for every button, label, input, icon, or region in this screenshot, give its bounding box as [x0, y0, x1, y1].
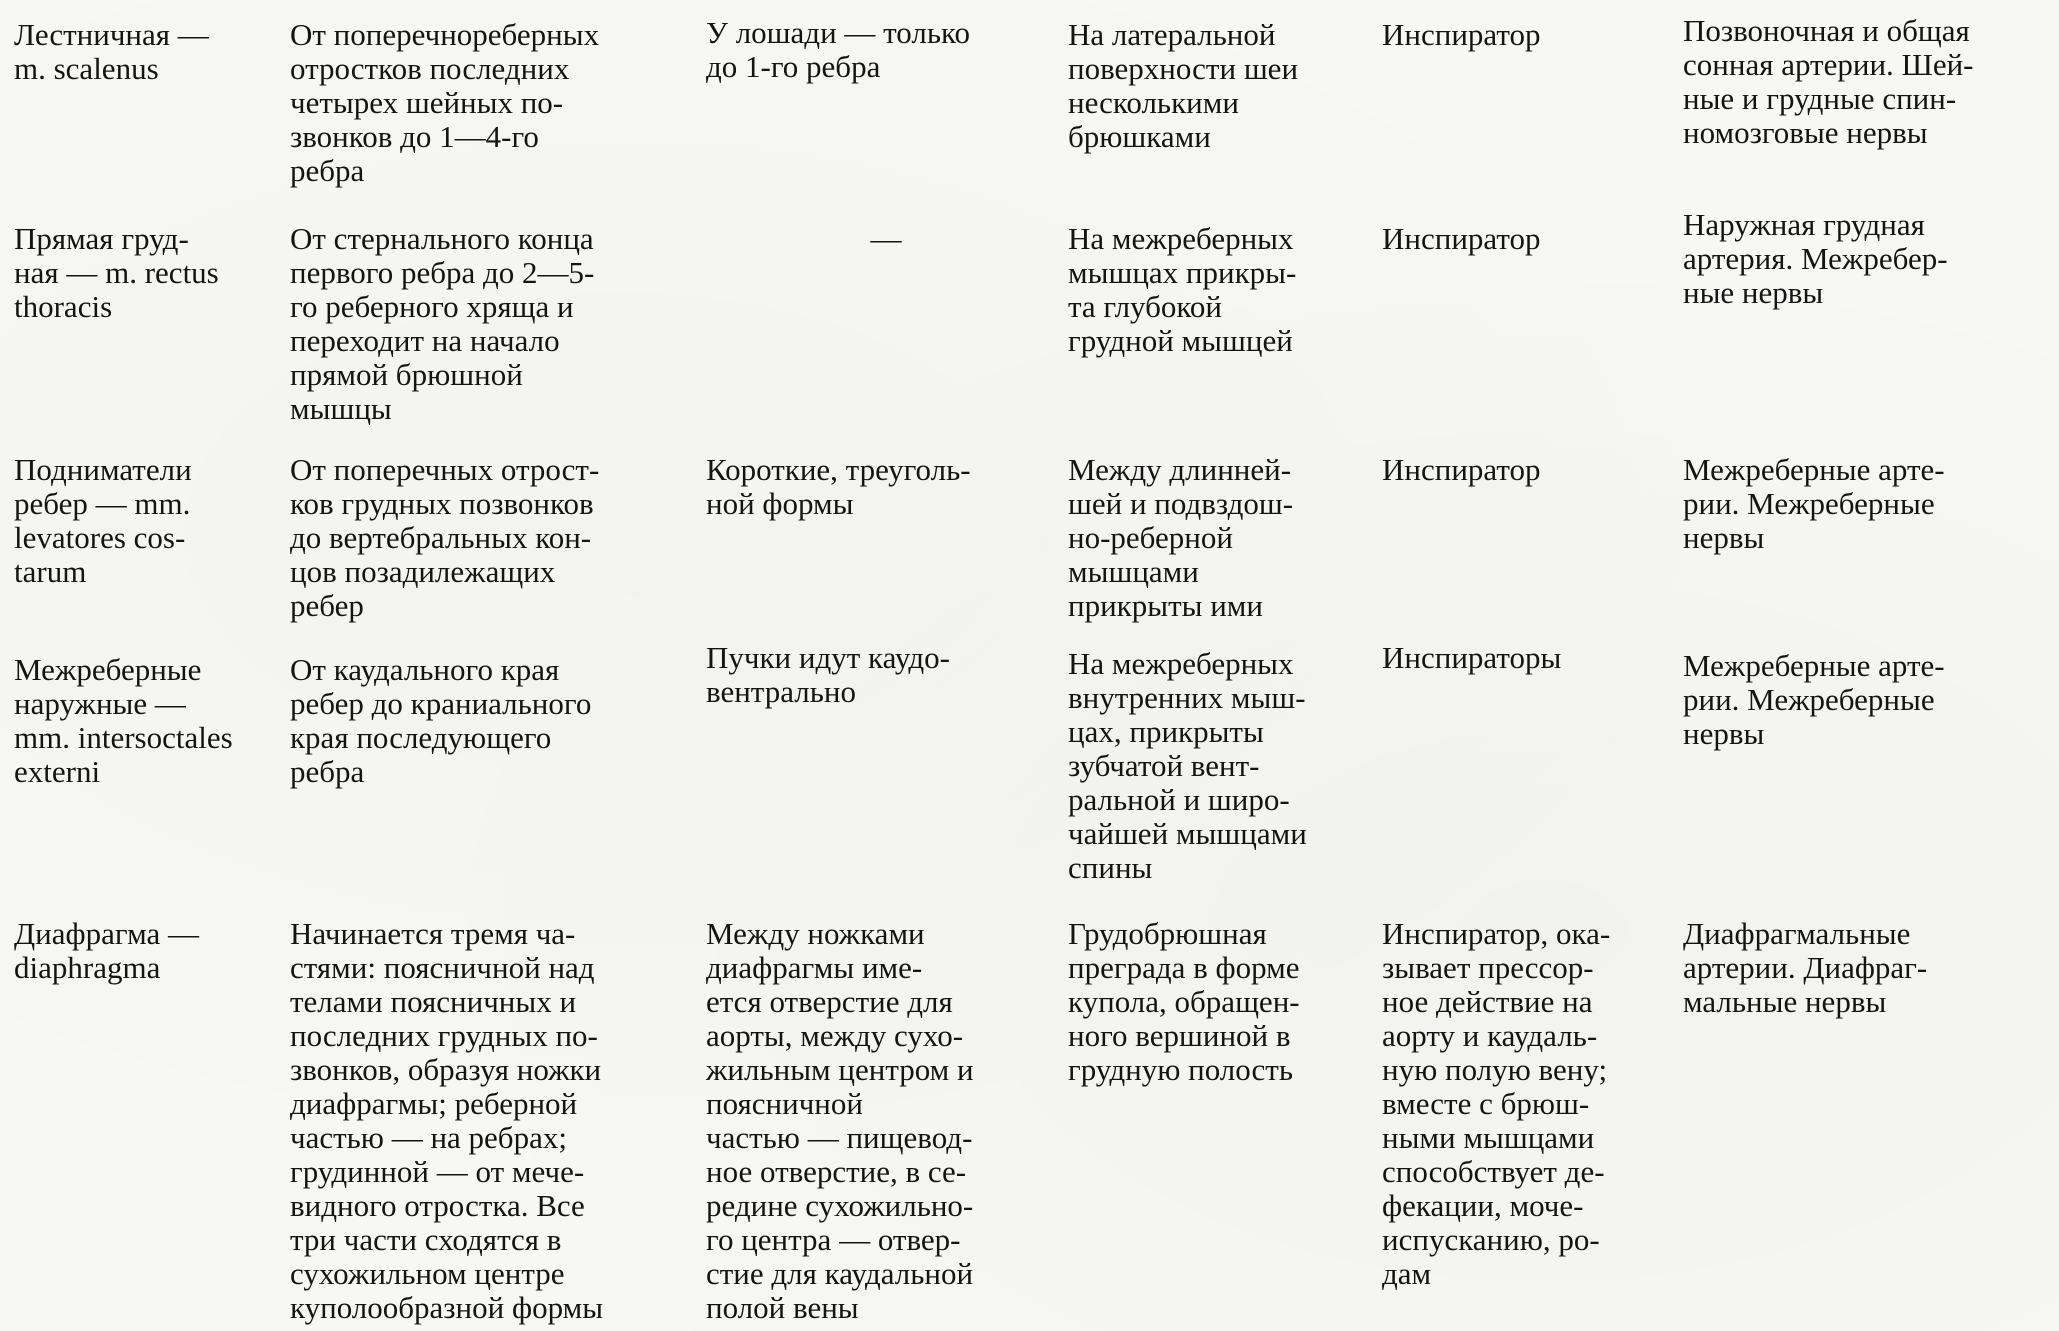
text-line: ребер до краниального [290, 686, 592, 721]
text-line: до 1-го ребра [706, 49, 881, 84]
text-line: levatores cos- [14, 520, 186, 555]
text-line: ребер — mm. [14, 486, 191, 521]
text-line: мальные нервы [1683, 984, 1887, 1019]
text-line: Диафрагмальные [1683, 916, 1911, 951]
text-line: ные нервы [1683, 275, 1824, 310]
text-line: первого ребра до 2—5- [290, 255, 595, 290]
origin-insertion-cell [290, 653, 591, 789]
position-cell [1068, 222, 1296, 358]
text-line: диафрагмы име- [706, 950, 923, 985]
text-line: рии. Межреберные [1683, 486, 1935, 521]
text-line: звонков до 1—4-го [290, 119, 539, 154]
text-line: видного отростка. Все [290, 1188, 585, 1223]
text-line: грудной мышцей [1068, 323, 1293, 358]
text-line: На межреберных [1068, 646, 1294, 681]
position-cell [1068, 917, 1300, 1087]
position-cell [1068, 453, 1293, 623]
text-line: редине сухожильно- [706, 1188, 974, 1223]
text-line: артерия. Межребер- [1683, 241, 1948, 276]
muscle-name-cell [14, 917, 199, 985]
text-line: та глубокой [1068, 289, 1222, 324]
text-line: От поперечных отрост- [290, 452, 600, 487]
text-line: ными мышцами [1382, 1120, 1595, 1155]
text-line: рии. Межреберные [1683, 682, 1935, 717]
text-line: Лестничная — [14, 17, 209, 52]
text-line: но-реберной [1068, 520, 1233, 555]
text-line: жильным центром и [706, 1052, 974, 1087]
text-line: Инспиратор [1382, 17, 1541, 52]
text-line: нервы [1683, 716, 1765, 751]
text-line: сухожильном центре [290, 1256, 565, 1291]
position-cell [1068, 18, 1298, 154]
text-line: Между длинней- [1068, 452, 1292, 487]
text-line: куполообразной формы [290, 1290, 604, 1325]
text-line: ное отверстие, в се- [706, 1154, 967, 1189]
origin-insertion-cell [290, 917, 603, 1325]
blood-nerve-supply-cell [1683, 453, 1945, 555]
text-line: цов позадилежащих [290, 554, 556, 589]
blood-nerve-supply-cell [1683, 649, 1945, 751]
text-line: прикрыты ими [1068, 588, 1263, 623]
text-line: последних грудных по- [290, 1018, 598, 1053]
text-line: поясничной [706, 1086, 863, 1121]
text-line: вентрально [706, 674, 856, 709]
text-line: ные и грудные спин- [1683, 81, 1957, 116]
text-line: дам [1382, 1256, 1432, 1291]
text-line: ков грудных позвонков [290, 486, 594, 521]
features-cell [706, 222, 1066, 256]
text-line: Инспиратор [1382, 452, 1541, 487]
muscle-name-cell [14, 653, 233, 789]
function-cell [1382, 641, 1561, 675]
text-line: спины [1068, 850, 1153, 885]
text-line: От стернального конца [290, 221, 594, 256]
text-line: брюшками [1068, 119, 1211, 154]
text-line: способствует де- [1382, 1154, 1605, 1189]
text-line: артерии. Диафраг- [1683, 950, 1928, 985]
text-line: Межреберные арте- [1683, 648, 1945, 683]
text-line: прямой брюшной [290, 357, 523, 392]
text-line: купола, обращен- [1068, 984, 1300, 1019]
muscle-name-cell [14, 453, 192, 589]
text-line: звонков, образуя ножки [290, 1052, 602, 1087]
text-line: На межреберных [1068, 221, 1294, 256]
origin-insertion-cell [290, 222, 594, 426]
text-line: мышцами [1068, 554, 1199, 589]
text-line: Между ножками [706, 916, 925, 951]
text-line: полой вены [706, 1290, 859, 1325]
text-line: аорту и каудаль- [1382, 1018, 1598, 1053]
text-line: Прямая груд- [14, 221, 189, 256]
text-line: частью — на ребрах; [290, 1120, 567, 1155]
text-line: аорты, между сухо- [706, 1018, 964, 1053]
function-cell [1382, 18, 1541, 52]
text-line: Межреберные арте- [1683, 452, 1945, 487]
text-line: шей и подвздош- [1068, 486, 1294, 521]
text-line: — [870, 221, 902, 256]
text-line: грудную полость [1068, 1052, 1293, 1087]
origin-insertion-cell [290, 18, 599, 188]
function-cell [1382, 453, 1541, 487]
text-line: ребер [290, 588, 364, 623]
text-line: mm. intersoctales [14, 720, 233, 755]
position-cell [1068, 647, 1307, 885]
text-line: вместе с брюш- [1382, 1086, 1590, 1121]
text-line: края последующего [290, 720, 552, 755]
text-line: диафрагмы; реберной [290, 1086, 578, 1121]
text-line: Инспираторы [1382, 640, 1562, 675]
text-line: несколькими [1068, 85, 1239, 120]
text-line: наружные — [14, 686, 186, 721]
features-cell [706, 453, 971, 521]
text-line: Диафрагма — [14, 916, 200, 951]
text-line: ребра [290, 153, 365, 188]
text-line: зывает прессор- [1382, 950, 1594, 985]
text-line: цах, прикрыты [1068, 714, 1264, 749]
text-line: ное действие на [1382, 984, 1593, 1019]
text-line: ребра [290, 754, 365, 789]
text-line: телами поясничных и [290, 984, 577, 1019]
text-line: Короткие, треуголь- [706, 452, 971, 487]
text-line: На латеральной [1068, 17, 1276, 52]
text-line: Наружная грудная [1683, 207, 1925, 242]
text-line: diaphragma [14, 950, 161, 985]
text-line: грудинной — от мече- [290, 1154, 585, 1189]
blood-nerve-supply-cell [1683, 14, 1974, 150]
text-line: ной формы [706, 486, 854, 521]
text-line: внутренних мыш- [1068, 680, 1306, 715]
text-line: четырех шейных по- [290, 85, 564, 120]
function-cell [1382, 917, 1610, 1291]
text-line: thoracis [14, 289, 113, 324]
muscle-name-cell [14, 222, 219, 324]
text-line: Пучки идут каудо- [706, 640, 950, 675]
text-line: мышцы [290, 391, 392, 426]
text-line: Подниматели [14, 452, 192, 487]
text-line: испусканию, ро- [1382, 1222, 1600, 1257]
text-line: го центра — отвер- [706, 1222, 961, 1257]
text-line: Инспиратор [1382, 221, 1541, 256]
text-line: Инспиратор, ока- [1382, 916, 1611, 951]
text-line: стями: поясничной над [290, 950, 595, 985]
text-line: От поперечнореберных [290, 17, 600, 52]
text-line: три части сходятся в [290, 1222, 562, 1257]
text-line: ная — m. rectus [14, 255, 219, 290]
text-line: зубчатой вент- [1068, 748, 1260, 783]
blood-nerve-supply-cell [1683, 917, 1927, 1019]
text-line: Позвоночная и общая [1683, 13, 1970, 48]
features-cell [706, 917, 974, 1325]
text-line: фекации, моче- [1382, 1188, 1584, 1223]
muscle-name-cell [14, 18, 209, 86]
text-line: От каудального края [290, 652, 560, 687]
text-line: Межреберные [14, 652, 202, 687]
text-line: до вертебральных кон- [290, 520, 592, 555]
text-line: переходит на начало [290, 323, 560, 358]
text-line: ется отверстие для [706, 984, 953, 1019]
text-line: преграда в форме [1068, 950, 1300, 985]
text-line: чайшей мышцами [1068, 816, 1307, 851]
text-line: externi [14, 754, 101, 789]
text-line: мышцах прикры- [1068, 255, 1297, 290]
text-line: частью — пищевод- [706, 1120, 973, 1155]
features-cell [706, 641, 950, 709]
text-line: сонная артерии. Шей- [1683, 47, 1974, 82]
text-line: го реберного хряща и [290, 289, 574, 324]
text-line: Начинается тремя ча- [290, 916, 576, 951]
text-line: tarum [14, 554, 87, 589]
text-line: ного вершиной в [1068, 1018, 1291, 1053]
text-line: У лошади — только [706, 15, 970, 50]
function-cell [1382, 222, 1541, 256]
text-line: отростков последних [290, 51, 570, 86]
text-line: номозговые нервы [1683, 115, 1928, 150]
features-cell [706, 16, 970, 84]
origin-insertion-cell [290, 453, 599, 623]
text-line: стие для каудальной [706, 1256, 974, 1291]
text-line: поверхности шеи [1068, 51, 1299, 86]
text-line: ральной и широ- [1068, 782, 1290, 817]
text-line: m. scalenus [14, 51, 159, 86]
blood-nerve-supply-cell [1683, 208, 1948, 310]
text-line: нервы [1683, 520, 1765, 555]
text-line: ную полую вену; [1382, 1052, 1608, 1087]
text-line: Грудобрюшная [1068, 916, 1267, 951]
